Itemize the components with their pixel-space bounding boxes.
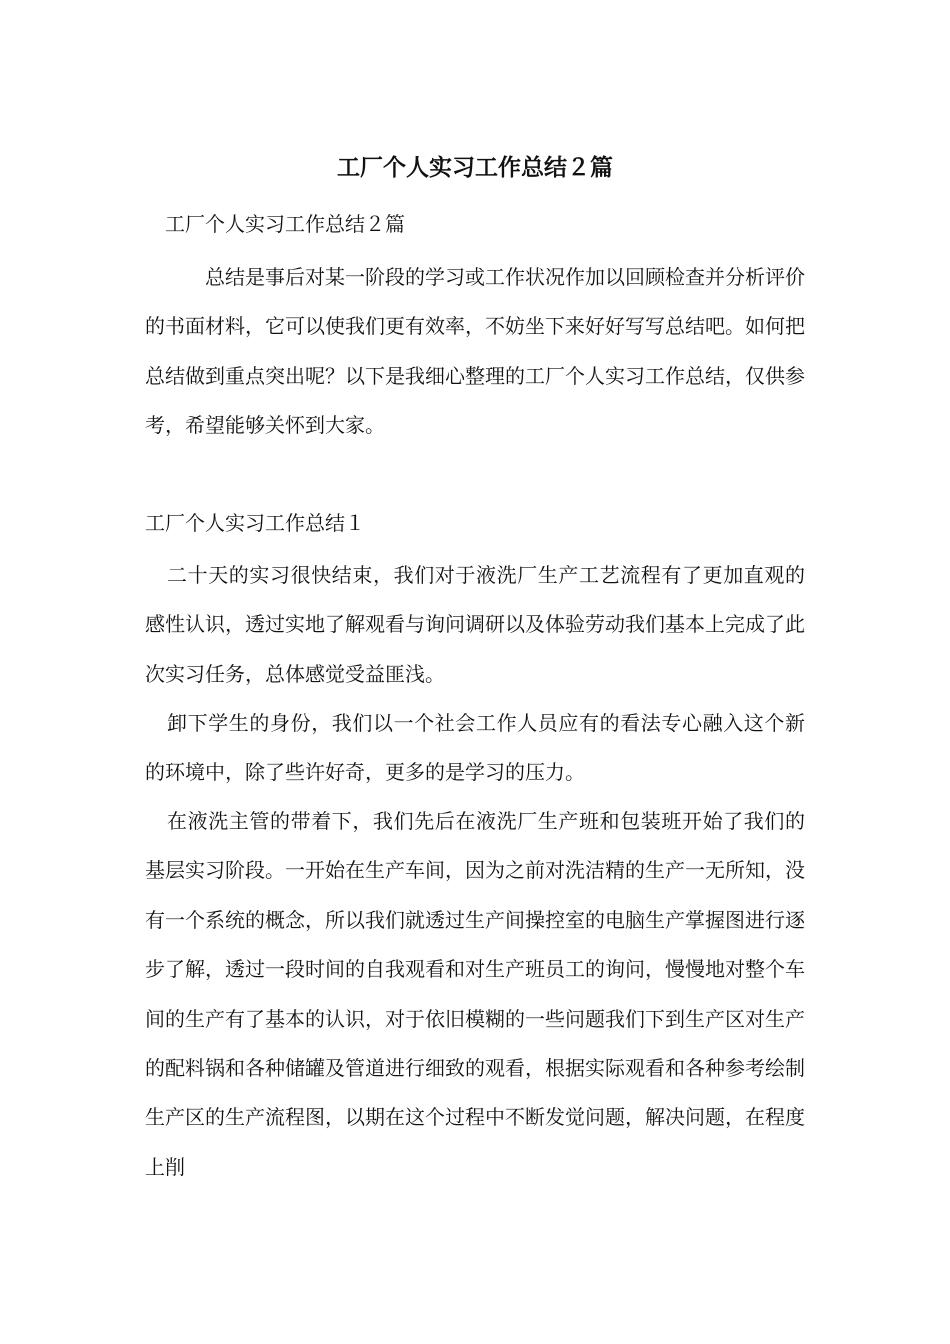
body-paragraph-1: 二十天的实习很快结束，我们对于液洗厂生产工艺流程有了更加直观的感性认识，透过实地了解观看与询问调研以及体验劳动我们基本上完成了此次实习任务，总体感觉受益匪浅。: [145, 563, 805, 686]
body-paragraph-3: 在液洗主管的带着下，我们先后在液洗厂生产班和包装班开始了我们的基层实习阶段。一开始在生产车间，因为之前对洗洁精的生产一无所知，没有一个系统的概念，所以我们就透过生产间操控室的电脑生产掌握图进行逐步了解，透过一段时间的自我观看和对生产班员工的询问，慢慢地对整个车间的生产有了基本的认识，对于依旧模糊的一些问题我们下到生产区对生产的配料锅和各种储罐及管道进行细致的观看，根据实际观看和各种参考绘制生产区的生产流程图，以期在这个过程中不断发觉问题，解决问题，在程度上削: [145, 809, 805, 1179]
body-paragraph-2: 卸下学生的身份，我们以一个社会工作人员应有的看法专心融入这个新的环境中，除了些许好奇，更多的是学习的压力。: [145, 711, 805, 785]
document-title: 工厂个人实习工作总结２篇: [337, 155, 613, 181]
section-heading: 工厂个人实习工作总结１: [145, 511, 365, 535]
intro-paragraph: 总结是事后对某一阶段的学习或工作状况作加以回顾检查并分析评价的书面材料，它可以使我们更有效率，不妨坐下来好好写写总结吧。如何把总结做到重点突出呢？以下是我细心整理的工厂个人实习工作总结，仅供参考，希望能够关怀到大家。: [145, 265, 805, 438]
document-subtitle: 工厂个人实习工作总结２篇: [165, 212, 405, 236]
